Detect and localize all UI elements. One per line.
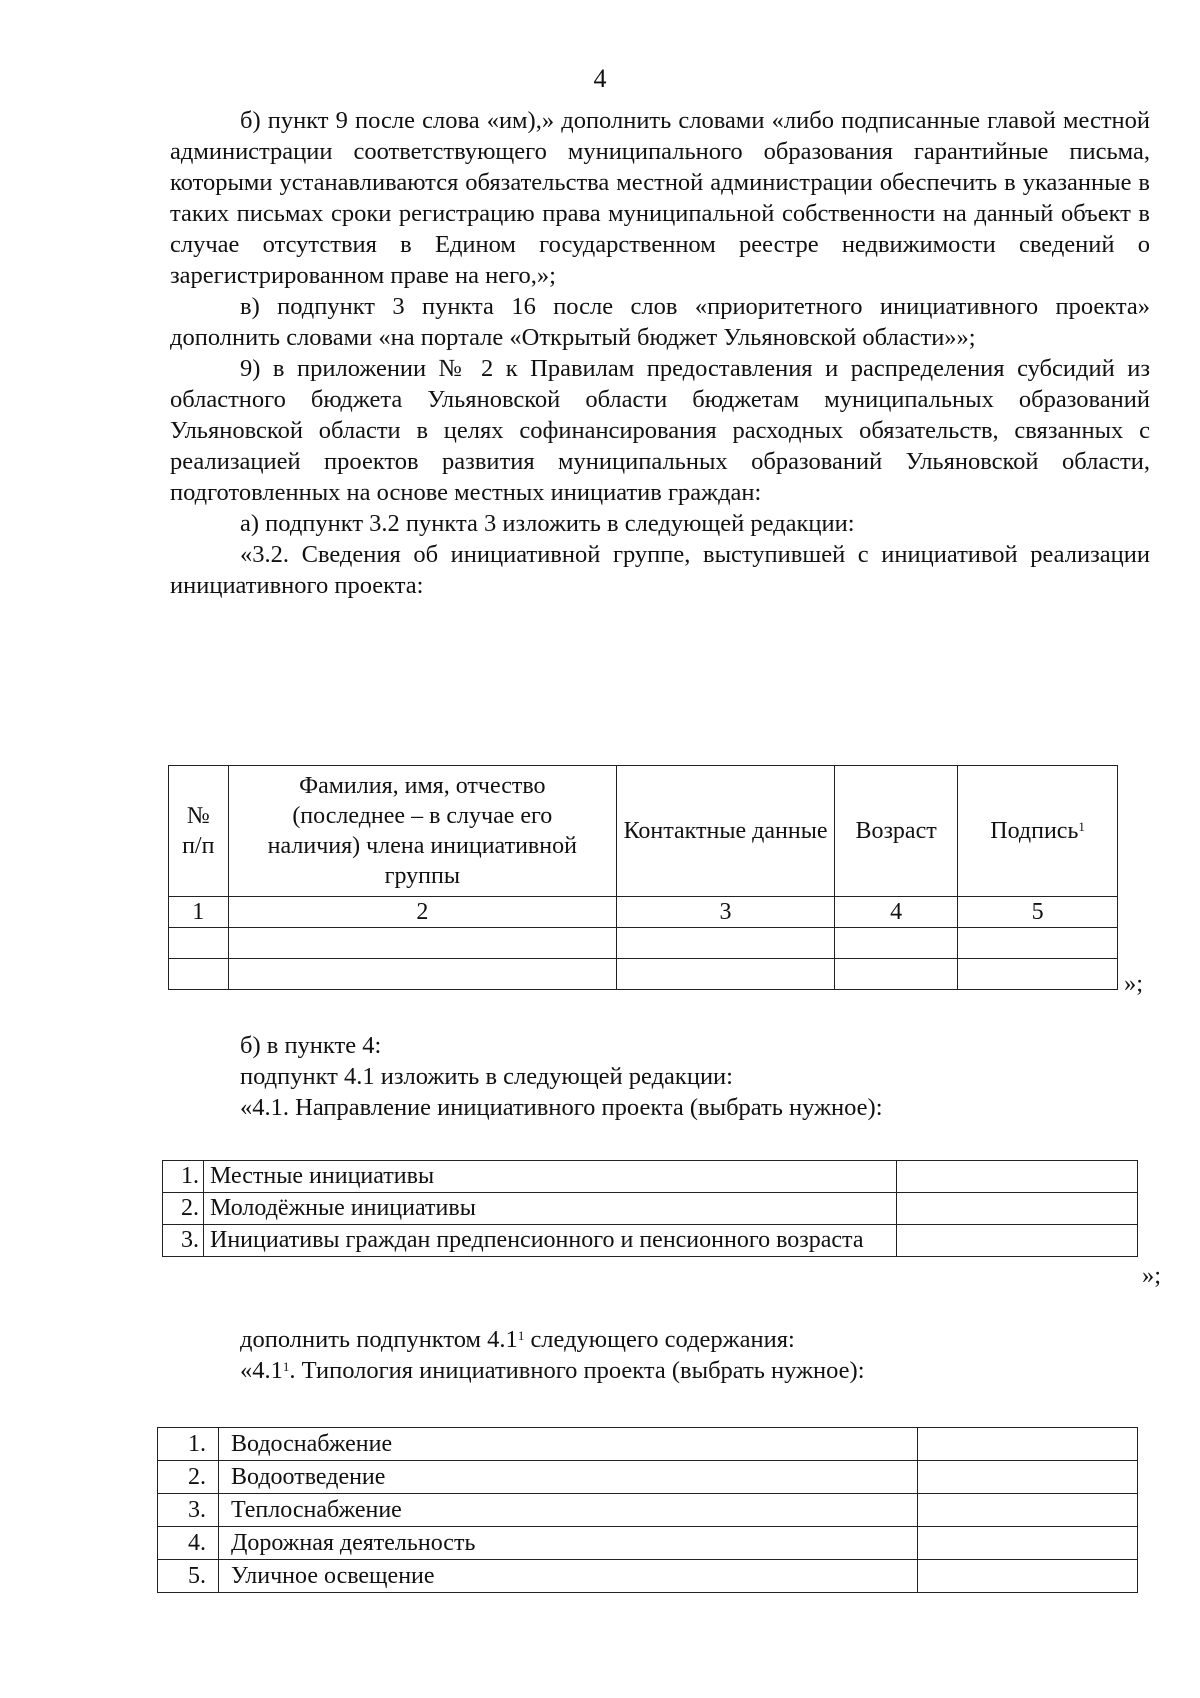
closing-quote-2: »;	[1142, 1262, 1162, 1289]
table-row	[158, 1494, 1138, 1527]
empty-cell	[228, 928, 617, 959]
footnote-marker: 1	[1078, 819, 1085, 834]
closing-quote-1: »;	[1124, 970, 1144, 997]
row-label: Теплоснабжение	[219, 1494, 918, 1527]
table-row	[158, 1428, 1138, 1461]
choice-cell	[918, 1428, 1138, 1461]
superscript: 1	[282, 1359, 290, 1374]
header-signature-label: Подпись	[990, 818, 1079, 844]
table-row	[163, 1193, 1138, 1225]
choice-cell	[897, 1225, 1138, 1257]
row-number: 4.	[158, 1527, 219, 1560]
initiative-group-table	[168, 765, 1118, 990]
header-age: Возраст	[834, 766, 957, 897]
paragraph-v: в) подпункт 3 пункта 16 после слов «приоритетного инициативного проекта» дополнить словами «на портале «Открытый бюджет Ульяновской области»»;	[170, 293, 1150, 351]
page-number: 4	[593, 64, 607, 93]
section-b-line2: подпункт 4.1 изложить в следующей редакции:	[240, 1063, 733, 1090]
section-c-text	[170, 1324, 1150, 1386]
table-row	[169, 959, 1118, 990]
paragraph-a: а) подпункт 3.2 пункта 3 изложить в следующей редакции:	[240, 510, 855, 537]
choice-cell	[918, 1494, 1138, 1527]
row-number: 2.	[163, 1193, 204, 1225]
row-label: Водоснабжение	[219, 1428, 918, 1461]
row-label: Инициативы граждан предпенсионного и пенсионного возраста	[204, 1225, 897, 1257]
row-label: Дорожная деятельность	[219, 1527, 918, 1560]
section-c-line1-text: дополнить подпунктом 4.1	[240, 1326, 518, 1353]
header-num: № п/п	[169, 766, 229, 897]
row-label: Уличное освещение	[219, 1560, 918, 1593]
row-number: 1.	[158, 1428, 219, 1461]
row-label: Местные инициативы	[204, 1161, 897, 1193]
table-header-row	[169, 766, 1118, 897]
empty-cell	[169, 928, 229, 959]
table-row	[158, 1461, 1138, 1494]
section-b-text	[170, 1030, 1150, 1123]
amendment-text	[170, 105, 1150, 601]
paragraph-b: б) пункт 9 после слова «им),» дополнить словами «либо подписанные главой местной администрации соответствующего муниципального образования гарантийные письма, которыми устанавливаются обязательства местной администрации обеспечить в указанные в таких письмах сроки регистрацию права муниципальной собственности на данный объект в случае отсутствия в Едином государственном реестре недвижимости сведений о зарегистрированном праве на него,»;	[170, 107, 1150, 289]
section-c-line1-rest: следующего содержания:	[524, 1326, 795, 1353]
choice-cell	[918, 1560, 1138, 1593]
choice-cell	[918, 1461, 1138, 1494]
table-row	[163, 1225, 1138, 1257]
empty-cell	[617, 959, 835, 990]
table-row	[158, 1527, 1138, 1560]
empty-cell	[169, 959, 229, 990]
row-label: Водоотведение	[219, 1461, 918, 1494]
header-name: Фамилия, имя, отчество (последнее – в случае его наличия) члена инициативной группы	[228, 766, 617, 897]
choice-cell	[897, 1193, 1138, 1225]
paragraph-3-2: «3.2. Сведения об инициативной группе, выступившей с инициативой реализации инициативного проекта:	[170, 541, 1150, 599]
section-c-line2-rest: . Типология инициативного проекта (выбрать нужное):	[289, 1357, 865, 1384]
choice-cell	[897, 1161, 1138, 1193]
table-row	[169, 928, 1118, 959]
index-cell: 5	[958, 897, 1118, 928]
section-c-line1	[170, 1324, 1150, 1355]
section-b-line1: б) в пункте 4:	[240, 1032, 382, 1059]
header-contact: Контактные данные	[617, 766, 835, 897]
section-c-line2-text: «4.1	[240, 1357, 283, 1384]
header-signature	[958, 766, 1118, 897]
empty-cell	[958, 928, 1118, 959]
row-number: 1.	[163, 1161, 204, 1193]
empty-cell	[958, 959, 1118, 990]
empty-cell	[228, 959, 617, 990]
index-cell: 1	[169, 897, 229, 928]
superscript: 1	[517, 1328, 525, 1343]
table-row	[163, 1161, 1138, 1193]
section-b-line3: «4.1. Направление инициативного проекта (выбрать нужное):	[240, 1094, 883, 1121]
row-number: 5.	[158, 1560, 219, 1593]
empty-cell	[834, 928, 957, 959]
row-number: 3.	[163, 1225, 204, 1257]
row-number: 3.	[158, 1494, 219, 1527]
row-number: 2.	[158, 1461, 219, 1494]
direction-table	[162, 1160, 1138, 1257]
empty-cell	[834, 959, 957, 990]
choice-cell	[918, 1527, 1138, 1560]
typology-table	[157, 1427, 1138, 1593]
empty-cell	[617, 928, 835, 959]
index-cell: 3	[617, 897, 835, 928]
paragraph-9: 9) в приложении № 2 к Правилам предоставления и распределения субсидий из областного бюджета Ульяновской области бюджетам муниципальных образований Ульяновской области в целях софинансирования расходных обязательств, связанных с реализацией проектов развития муниципальных образований Ульяновской области, подготовленных на основе местных инициатив граждан:	[170, 355, 1150, 506]
table-row	[158, 1560, 1138, 1593]
section-c-line2	[170, 1355, 1150, 1386]
index-cell: 4	[834, 897, 957, 928]
row-label: Молодёжные инициативы	[204, 1193, 897, 1225]
table-index-row	[169, 897, 1118, 928]
index-cell: 2	[228, 897, 617, 928]
